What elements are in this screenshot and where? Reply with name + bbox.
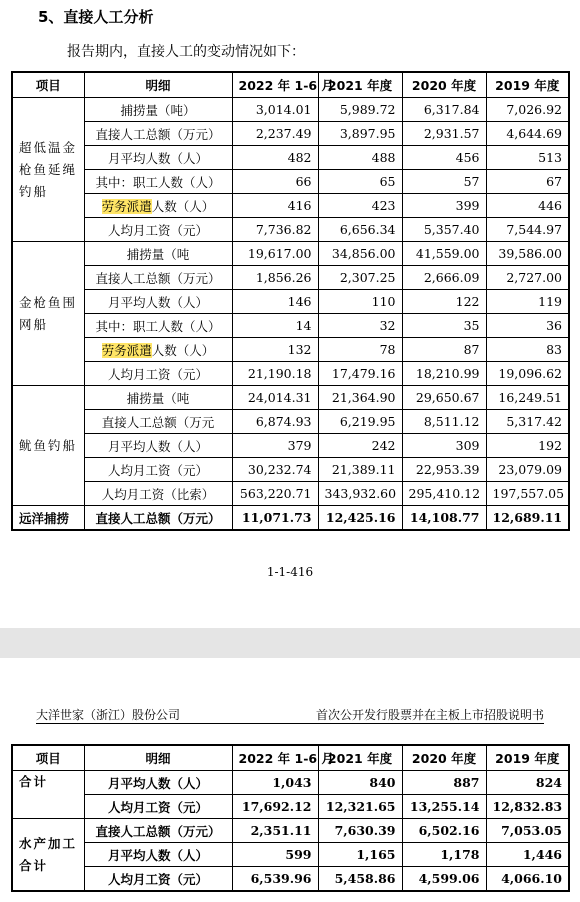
- value-cell: 446: [486, 194, 569, 218]
- table-body: [12, 771, 569, 892]
- table-row: [12, 867, 569, 892]
- value-cell: 2,666.09: [402, 266, 486, 290]
- col-header-item: 项目: [12, 745, 84, 771]
- value-cell: 57: [402, 170, 486, 194]
- value-cell: 16,249.51: [486, 386, 569, 410]
- detail-label: 月平均人数（人）: [107, 150, 208, 166]
- table-row: [12, 314, 569, 338]
- total-value-2022h1: 11,071.73: [232, 506, 318, 531]
- value-cell: 87: [402, 338, 486, 362]
- value-cell: 32: [318, 314, 402, 338]
- table-row: [12, 170, 569, 194]
- detail-cell: [84, 458, 232, 482]
- highlighted-text: 劳务派遣: [101, 198, 152, 214]
- detail-cell: [84, 410, 232, 434]
- detail-label: 人均月工资（元）: [107, 462, 208, 478]
- value-cell: 21,190.18: [232, 362, 318, 386]
- value-cell: 3,014.01: [232, 98, 318, 122]
- value-cell: 2,237.49: [232, 122, 318, 146]
- detail-cell: [84, 194, 232, 218]
- table-row: [12, 194, 569, 218]
- detail-cell: 直接人工总额（万元）: [84, 819, 232, 843]
- header-rule: [36, 723, 544, 724]
- value-cell: 119: [486, 290, 569, 314]
- detail-label: 月平均人数（人）: [107, 294, 208, 310]
- direct-labor-table: [11, 71, 570, 531]
- detail-label: 直接人工总额（万元: [101, 414, 215, 430]
- value-cell: 2,727.00: [486, 266, 569, 290]
- col-header-detail: 明细: [84, 72, 232, 98]
- value-cell: 7,026.92: [486, 98, 569, 122]
- table-row: [12, 819, 569, 843]
- detail-cell: 月平均人数（人）: [84, 771, 232, 795]
- table-body: [12, 98, 569, 506]
- detail-cell: [84, 242, 232, 266]
- total-row-name: 远洋捕捞: [12, 506, 84, 531]
- detail-cell: [84, 386, 232, 410]
- value-cell: 840: [318, 771, 402, 795]
- value-cell: 2,931.57: [402, 122, 486, 146]
- table-row: [12, 771, 569, 795]
- detail-cell: [84, 338, 232, 362]
- col-header-2020: 2020 年度: [402, 72, 486, 98]
- col-header-2020: 2020 年度: [402, 745, 486, 771]
- value-cell: 19,617.00: [232, 242, 318, 266]
- value-cell: 39,586.00: [486, 242, 569, 266]
- detail-label: 捕捞量（吨）: [120, 102, 196, 118]
- value-cell: 7,630.39: [318, 819, 402, 843]
- value-cell: 192: [486, 434, 569, 458]
- value-cell: 5,458.86: [318, 867, 402, 892]
- value-cell: 416: [232, 194, 318, 218]
- value-cell: 34,856.00: [318, 242, 402, 266]
- value-cell: 563,220.71: [232, 482, 318, 506]
- value-cell: 6,502.16: [402, 819, 486, 843]
- table-row: [12, 266, 569, 290]
- value-cell: 18,210.99: [402, 362, 486, 386]
- value-cell: 6,656.34: [318, 218, 402, 242]
- table-row: [12, 218, 569, 242]
- value-cell: 5,989.72: [318, 98, 402, 122]
- value-cell: 24,014.31: [232, 386, 318, 410]
- value-cell: 8,511.12: [402, 410, 486, 434]
- table-header-row: [12, 72, 569, 98]
- table-row: [12, 482, 569, 506]
- total-value-2019: 12,689.11: [486, 506, 569, 531]
- col-header-2021: 2021 年度: [318, 72, 402, 98]
- table-row: [12, 410, 569, 434]
- col-header-2021: 2021 年度: [318, 745, 402, 771]
- value-cell: 41,559.00: [402, 242, 486, 266]
- col-header-2019: 2019 年度: [486, 745, 569, 771]
- value-cell: 21,389.11: [318, 458, 402, 482]
- value-cell: 7,544.97: [486, 218, 569, 242]
- group-label: 合计: [12, 771, 84, 819]
- value-cell: 513: [486, 146, 569, 170]
- value-cell: 66: [232, 170, 318, 194]
- detail-label: 人均月工资（比索）: [101, 486, 215, 502]
- detail-label: 捕捞量（吨: [126, 390, 190, 406]
- detail-label: 人数（人）: [151, 342, 215, 358]
- value-cell: 2,307.25: [318, 266, 402, 290]
- detail-cell: [84, 362, 232, 386]
- total-value-2021: 12,425.16: [318, 506, 402, 531]
- value-cell: 36: [486, 314, 569, 338]
- highlighted-text: 劳务派遣: [101, 342, 152, 358]
- detail-cell: [84, 146, 232, 170]
- value-cell: 19,096.62: [486, 362, 569, 386]
- detail-cell: [84, 122, 232, 146]
- detail-prefix: 其中：: [95, 318, 133, 334]
- detail-label: 人均月工资（元）: [107, 366, 208, 382]
- group-label: 超低温金枪鱼延绳钓船: [12, 98, 84, 242]
- table-row: [12, 362, 569, 386]
- value-cell: 14: [232, 314, 318, 338]
- value-cell: 4,599.06: [402, 867, 486, 892]
- detail-cell: [84, 218, 232, 242]
- value-cell: 83: [486, 338, 569, 362]
- table-header-row: [12, 745, 569, 771]
- value-cell: 78: [318, 338, 402, 362]
- value-cell: 132: [232, 338, 318, 362]
- group-label: 金枪鱼围网船: [12, 242, 84, 386]
- value-cell: 399: [402, 194, 486, 218]
- value-cell: 7,736.82: [232, 218, 318, 242]
- value-cell: 482: [232, 146, 318, 170]
- detail-cell: [84, 314, 232, 338]
- value-cell: 35: [402, 314, 486, 338]
- value-cell: 488: [318, 146, 402, 170]
- value-cell: 343,932.60: [318, 482, 402, 506]
- value-cell: 824: [486, 771, 569, 795]
- detail-cell: [84, 290, 232, 314]
- table-row: [12, 242, 569, 266]
- value-cell: 456: [402, 146, 486, 170]
- value-cell: 6,317.84: [402, 98, 486, 122]
- table-row: [12, 795, 569, 819]
- value-cell: 7,053.05: [486, 819, 569, 843]
- value-cell: 12,832.83: [486, 795, 569, 819]
- table-row: [12, 458, 569, 482]
- table-row: [12, 98, 569, 122]
- direct-labor-table-continued: [11, 744, 570, 892]
- value-cell: 1,446: [486, 843, 569, 867]
- value-cell: 887: [402, 771, 486, 795]
- total-row-detail: 直接人工总额（万元）: [84, 506, 232, 531]
- detail-cell: [84, 266, 232, 290]
- page-number: 1-1-416: [266, 565, 314, 579]
- value-cell: 1,165: [318, 843, 402, 867]
- table-row: [12, 122, 569, 146]
- page-gap: [0, 628, 580, 658]
- value-cell: 67: [486, 170, 569, 194]
- detail-cell: 月平均人数（人）: [84, 843, 232, 867]
- value-cell: 379: [232, 434, 318, 458]
- table-row: [12, 434, 569, 458]
- value-cell: 12,321.65: [318, 795, 402, 819]
- value-cell: 4,066.10: [486, 867, 569, 892]
- value-cell: 30,232.74: [232, 458, 318, 482]
- detail-cell: [84, 98, 232, 122]
- company-name: 大洋世家（浙江）股份公司: [36, 708, 181, 722]
- value-cell: 599: [232, 843, 318, 867]
- value-cell: 5,357.40: [402, 218, 486, 242]
- detail-cell: [84, 482, 232, 506]
- value-cell: 23,079.09: [486, 458, 569, 482]
- value-cell: 6,219.95: [318, 410, 402, 434]
- detail-label: 月平均人数（人）: [107, 438, 208, 454]
- col-header-item: 项目: [12, 72, 84, 98]
- value-cell: 5,317.42: [486, 410, 569, 434]
- intro-text: 报告期内，直接人工的变动情况如下：: [67, 44, 305, 60]
- value-cell: 1,043: [232, 771, 318, 795]
- value-cell: 4,644.69: [486, 122, 569, 146]
- table-row: [12, 386, 569, 410]
- value-cell: 110: [318, 290, 402, 314]
- value-cell: 146: [232, 290, 318, 314]
- total-value-2020: 14,108.77: [402, 506, 486, 531]
- table-row: [12, 146, 569, 170]
- value-cell: 1,856.26: [232, 266, 318, 290]
- detail-label: 职工人数（人）: [133, 318, 221, 334]
- detail-label: 直接人工总额（万元）: [95, 126, 221, 142]
- group-label: 鱿鱼钓船: [12, 386, 84, 506]
- value-cell: 309: [402, 434, 486, 458]
- detail-cell: [84, 170, 232, 194]
- value-cell: 423: [318, 194, 402, 218]
- detail-prefix: 其中：: [95, 174, 133, 190]
- detail-label: 人数（人）: [151, 198, 215, 214]
- value-cell: 29,650.67: [402, 386, 486, 410]
- value-cell: 22,953.39: [402, 458, 486, 482]
- table-row: [12, 290, 569, 314]
- value-cell: 3,897.95: [318, 122, 402, 146]
- value-cell: 242: [318, 434, 402, 458]
- value-cell: 17,692.12: [232, 795, 318, 819]
- section-title: 5、直接人工分析: [38, 8, 154, 26]
- value-cell: 1,178: [402, 843, 486, 867]
- detail-label: 直接人工总额（万元）: [95, 270, 221, 286]
- detail-label: 人均月工资（元）: [107, 222, 208, 238]
- value-cell: 21,364.90: [318, 386, 402, 410]
- col-header-2022h1: 2022 年 1-6 月: [232, 72, 318, 98]
- col-header-detail: 明细: [84, 745, 232, 771]
- table-row: [12, 843, 569, 867]
- value-cell: 295,410.12: [402, 482, 486, 506]
- value-cell: 65: [318, 170, 402, 194]
- document-title: 首次公开发行股票并在主板上市招股说明书: [315, 708, 544, 722]
- value-cell: 17,479.16: [318, 362, 402, 386]
- col-header-2019: 2019 年度: [486, 72, 569, 98]
- value-cell: 6,874.93: [232, 410, 318, 434]
- detail-cell: [84, 434, 232, 458]
- detail-label: 捕捞量（吨: [126, 246, 190, 262]
- detail-label: 职工人数（人）: [133, 174, 221, 190]
- value-cell: 6,539.96: [232, 867, 318, 892]
- col-header-2022h1: 2022 年 1-6 月: [232, 745, 318, 771]
- value-cell: 197,557.05: [486, 482, 569, 506]
- group-label: 水产加工合计: [12, 819, 84, 892]
- value-cell: 13,255.14: [402, 795, 486, 819]
- detail-cell: 人均月工资（元）: [84, 795, 232, 819]
- total-row: [12, 506, 569, 531]
- detail-cell: 人均月工资（元）: [84, 867, 232, 892]
- table-row: [12, 338, 569, 362]
- value-cell: 2,351.11: [232, 819, 318, 843]
- value-cell: 122: [402, 290, 486, 314]
